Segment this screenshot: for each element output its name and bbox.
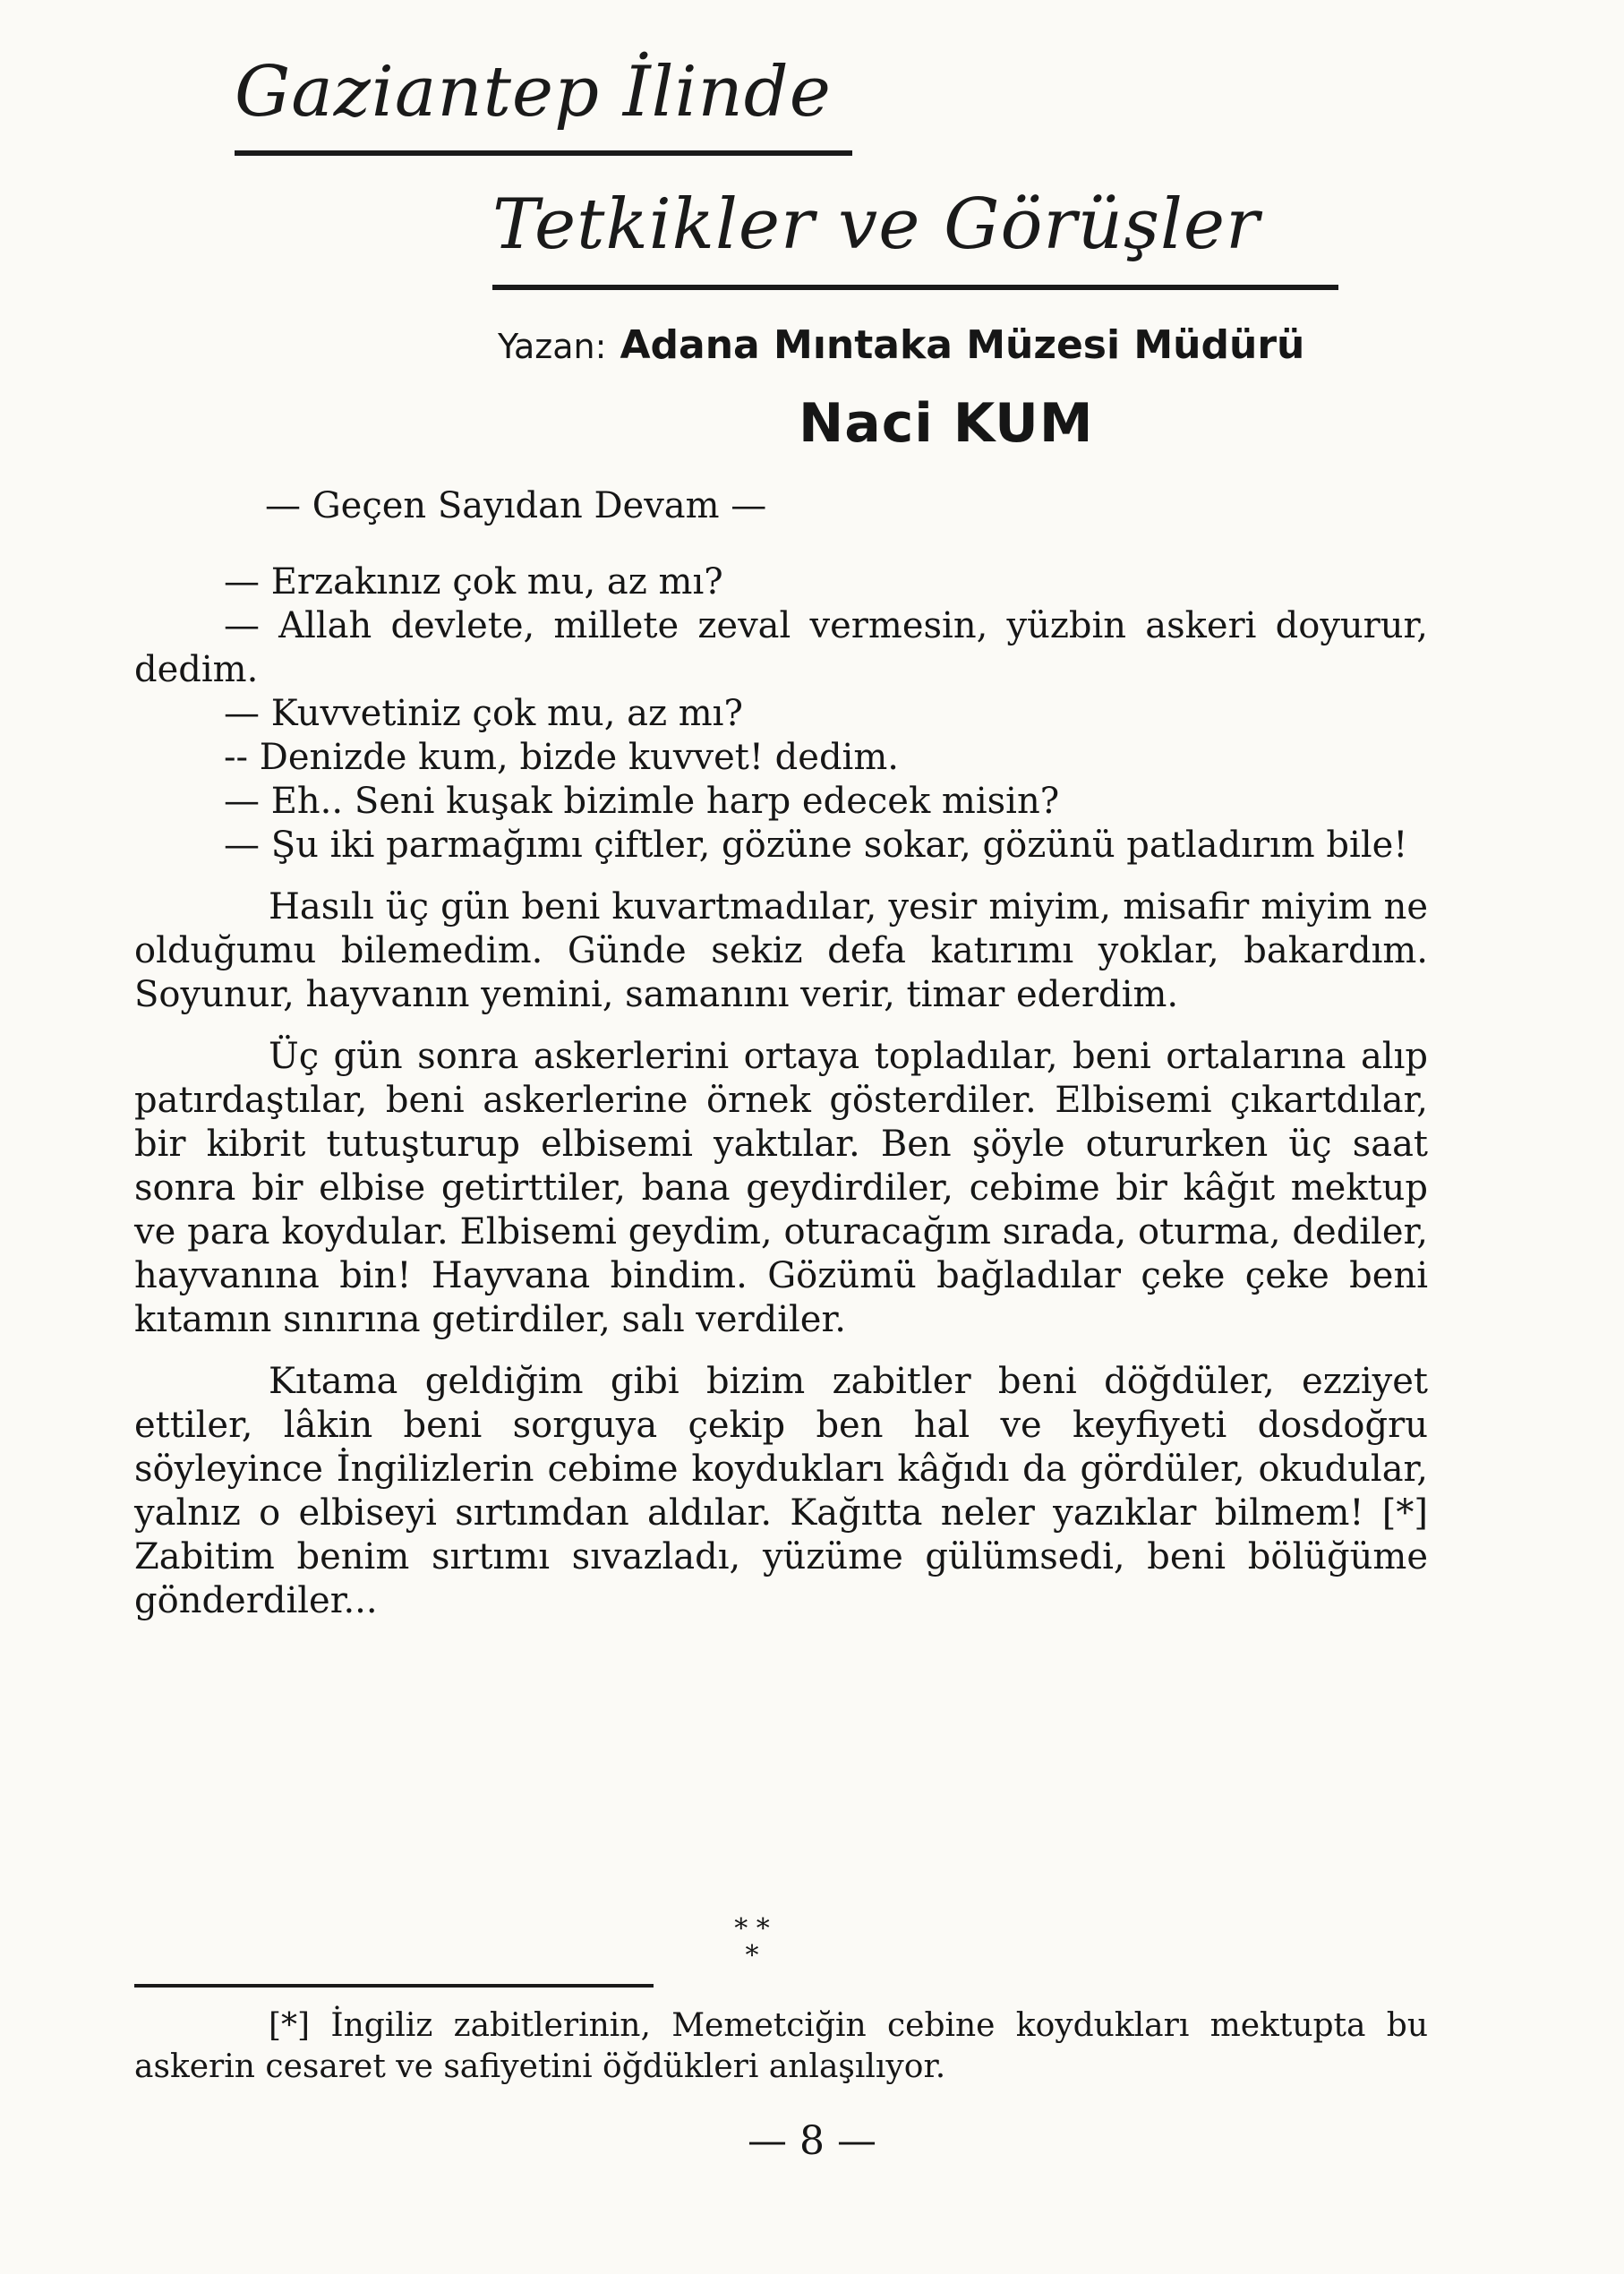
paragraph: — Eh.. Seni kuşak bizimle harp edecek misin? xyxy=(224,781,1060,822)
footnote-rule xyxy=(134,1984,654,1988)
page-number: — 8 — xyxy=(748,2118,876,2164)
title-underline-1 xyxy=(235,150,852,156)
title-line-1: Gaziantep İlinde xyxy=(235,52,832,133)
title-underline-2 xyxy=(492,285,1338,290)
paragraph: — Erzakınız çok mu, az mı? xyxy=(224,561,723,603)
byline-organization: Adana Mıntaka Müzesi Müdürü xyxy=(620,322,1305,368)
separator-stars: * * * xyxy=(734,1913,770,1971)
title-line-2: Tetkikler ve Görüşler xyxy=(492,184,1261,265)
paragraph: — Allah devlete, millete zeval vermesin, yüzbin askeri doyurur, dedim. xyxy=(134,605,1428,690)
paragraph: — Kuvvetiniz çok mu, az mı? xyxy=(224,693,743,734)
continued-note: — Geçen Sayıdan Devam — xyxy=(265,485,767,526)
author-name: Naci KUM xyxy=(799,392,1094,455)
paragraph: -- Denizde kum, bizde kuvvet! dedim. xyxy=(224,737,899,778)
paragraph: — Şu iki parmağımı çiftler, gözüne sokar, gözünü patladırım bile! xyxy=(224,825,1408,866)
footnote xyxy=(134,2005,1428,2088)
section-separator xyxy=(716,1913,788,1971)
paragraph: Hasılı üç gün beni kuvartmadılar, yesir miyim, misafir miyim ne olduğumu bilemedim. Günde sekiz defa katırımı yoklar, bakardım. Soyunur, hayvanın yemini, samanını verir, timar ederdim. xyxy=(134,886,1428,1015)
byline xyxy=(498,322,1304,368)
paragraph: Kıtama geldiğim gibi bizim zabitler beni döğdüler, ezziyet ettiler, lâkin beni sorguya çekip ben hal ve keyfiyeti dosdoğru söyleyince İngilizlerin cebime koydukları kâğıdı da gördüler, okudular, yalnız o elbiseyi sırtımdan aldılar. Kağıtta neler yazıklar bilmem! [*] Zabitim benim sırtımı sıvazladı, yüzüme gülümsedi, beni bölüğüme gönderdiler... xyxy=(134,1361,1428,1621)
article-body xyxy=(134,560,1428,1623)
paragraph: Üç gün sonra askerlerini ortaya topladılar, beni ortalarına alıp patırdaştılar, beni askerlerine örnek gösterdiler. Elbisemi çıkartdılar, bir kibrit tutuşturup elbisemi yaktılar. Ben şöyle otururken üç saat sonra bir elbise getirttiler, bana geydirdiler, cebime bir kâğıt mektup ve para koydular. Elbisemi geydim, oturacağım sırada, oturma, dediler, hayvanına bin! Hayvana bindim. Gözümü bağladılar çeke çeke beni kıtamın sınırına getirdiler, salı verdiler. xyxy=(134,1036,1428,1340)
byline-label: Yazan: xyxy=(498,327,607,366)
footnote-text: [*] İngiliz zabitlerinin, Memetciğin cebine koydukları mektupta bu askerin cesaret ve safiyetini öğdükleri anlaşılıyor. xyxy=(134,2007,1428,2085)
